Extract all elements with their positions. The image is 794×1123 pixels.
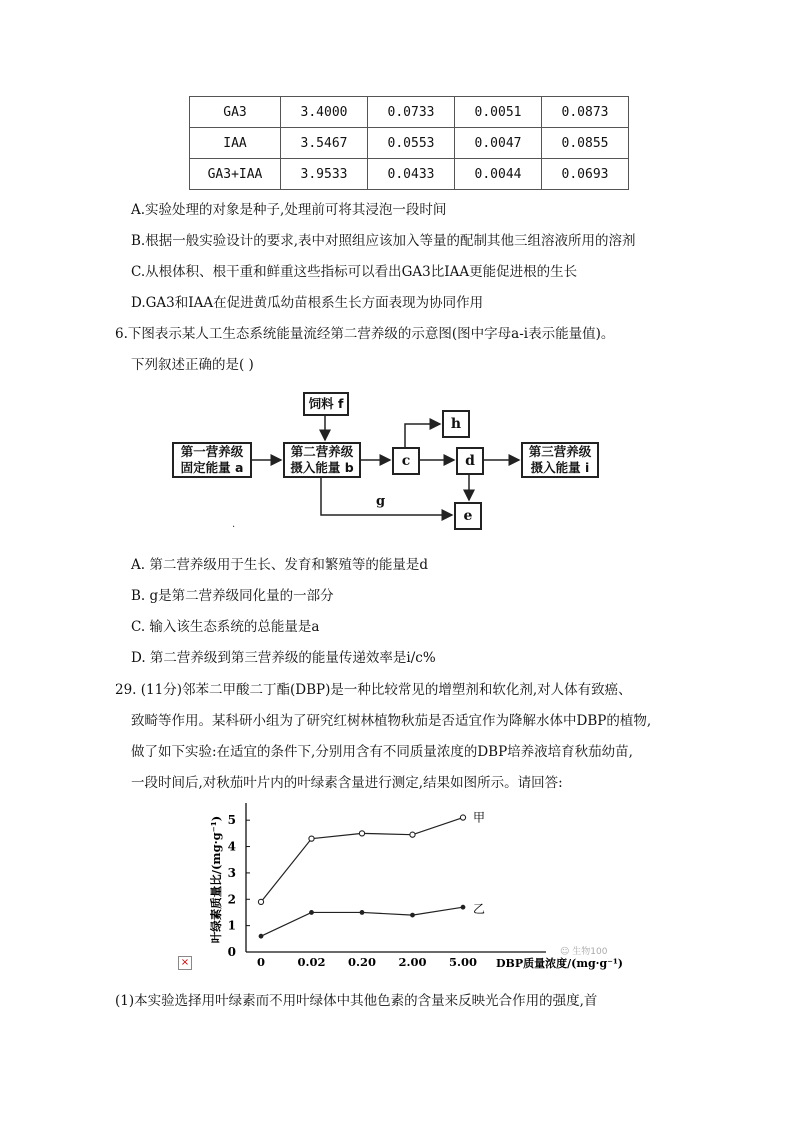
x-tick-label: 2.00 [398,955,427,969]
series-label: 乙 [473,902,486,917]
table-cell: 0.0693 [542,159,629,190]
feed-f-box [303,392,349,416]
data-point [359,831,364,836]
x-tick-label: 0.20 [347,955,377,969]
table-cell: 0.0855 [542,128,629,159]
second-trophic-line2: 摄入能量 b [290,460,354,475]
data-point [258,899,263,904]
watermark-text: 生物100 [572,947,608,957]
y-tick-label: 1 [227,918,236,933]
e-label: e [463,508,473,524]
x-axis-label: DBP质量浓度/(mg·g⁻¹) [496,957,624,970]
c-label: c [401,453,411,469]
first-trophic-line1: 第一营养级 [180,444,244,459]
third-trophic-line1: 第三营养级 [528,444,592,459]
table-cell: 0.0553 [368,128,455,159]
table-cell: 0.0433 [368,159,455,190]
table-cell: 3.9533 [281,159,368,190]
second-trophic-box [283,442,361,478]
data-point [259,934,264,939]
q6-stem-line2: 下列叙述正确的是( ) [131,357,254,373]
y-tick-label: 0 [227,945,236,959]
table-cell: 0.0044 [455,159,542,190]
q6-stem-line1: 6.下图表示某人工生态系统能量流经第二营养级的示意图(图中字母a-i表示能量值)。 [115,326,615,342]
data-point [309,910,314,915]
second-trophic-line1: 第二营养级 [290,444,354,459]
c-box [392,447,420,475]
x-tick-label: 0.02 [297,955,326,969]
third-trophic-line2: 摄入能量 i [530,460,590,475]
h-box [442,410,470,438]
q29-line2: 致畸等作用。某科研小组为了研究红树林植物秋茄是否适宜作为降解水体中DBP的植物, [131,713,652,729]
g-label: g [376,494,386,509]
svg-text:·: · [232,522,236,533]
q29-line4: 一段时间后,对秋茄叶片内的叶绿素含量进行测定,结果如图所示。请回答: [131,775,563,791]
q6-option-c: C. 输入该生态系统的总能量是a [131,619,320,635]
feed-f-label: 饲料 f [308,396,344,411]
y-tick-label: 2 [227,892,236,907]
data-point [360,910,365,915]
q29-sub1: (1)本实验选择用叶绿素而不用叶绿体中其他色素的含量来反映光合作用的强度,首 [115,993,598,1009]
broken-image-icon: × [178,956,192,970]
series-label: 甲 [473,810,486,825]
q5-option-c: C.从根体积、根干重和鲜重这些指标可以看出GA3比IAA更能促进根的生长 [131,264,578,280]
x-tick-label: 0 [256,955,266,969]
q5-option-a: A.实验处理的对象是种子,处理前可将其浸泡一段时间 [131,202,447,218]
h-label: h [450,416,462,432]
d-label: d [465,453,475,469]
energy-flow-arrows [0,0,794,560]
first-trophic-line2: 固定能量 a [180,460,244,475]
x-tick-label: 5.00 [448,955,478,969]
table-cell: 0.0873 [542,97,629,128]
data-point [309,836,314,841]
wechat-icon: ☺ [560,947,573,957]
data-point [460,815,465,820]
data-point [410,832,415,837]
table-cell: 3.5467 [281,128,368,159]
data-point [410,913,415,918]
table-cell: 3.4000 [281,97,368,128]
e-box [454,502,482,530]
table-cell: 0.0733 [368,97,455,128]
y-tick-label: 4 [227,839,236,854]
table-cell: 0.0051 [455,97,542,128]
first-trophic-box [172,442,252,478]
table-cell: GA3 [190,97,281,128]
table-cell: IAA [190,128,281,159]
y-axis-label: 叶绿素质量比/(mg·g⁻¹) [209,815,223,944]
table-cell: 0.0047 [455,128,542,159]
d-box [456,447,484,475]
q6-option-a: A. 第二营养级用于生长、发育和繁殖等的能量是d [131,557,428,573]
q5-option-d: D.GA3和IAA在促进黄瓜幼苗根系生长方面表现为协同作用 [131,295,484,311]
q6-option-d: D. 第二营养级到第三营养级的能量传递效率是i/c% [131,650,436,666]
table-cell: GA3+IAA [190,159,281,190]
series-line-0 [261,818,463,902]
q6-option-b: B. g是第二营养级同化量的一部分 [131,588,334,604]
y-tick-label: 3 [227,865,236,880]
watermark [560,944,607,957]
y-tick-label: 5 [227,813,236,828]
third-trophic-box [521,442,599,478]
q29-line3: 做了如下实验:在适宜的条件下,分别用含有不同质量浓度的DBP培养液培育秋茄幼苗, [131,744,633,760]
q5-option-b: B.根据一般实验设计的要求,表中对照组应该加入等量的配制其他三组溶液所用的溶剂 [131,233,636,249]
data-point [461,905,466,910]
q29-line1: 29. (11分)邻苯二甲酸二丁酯(DBP)是一种比较常见的增塑剂和软化剂,对人体有致癌、 [115,682,632,698]
